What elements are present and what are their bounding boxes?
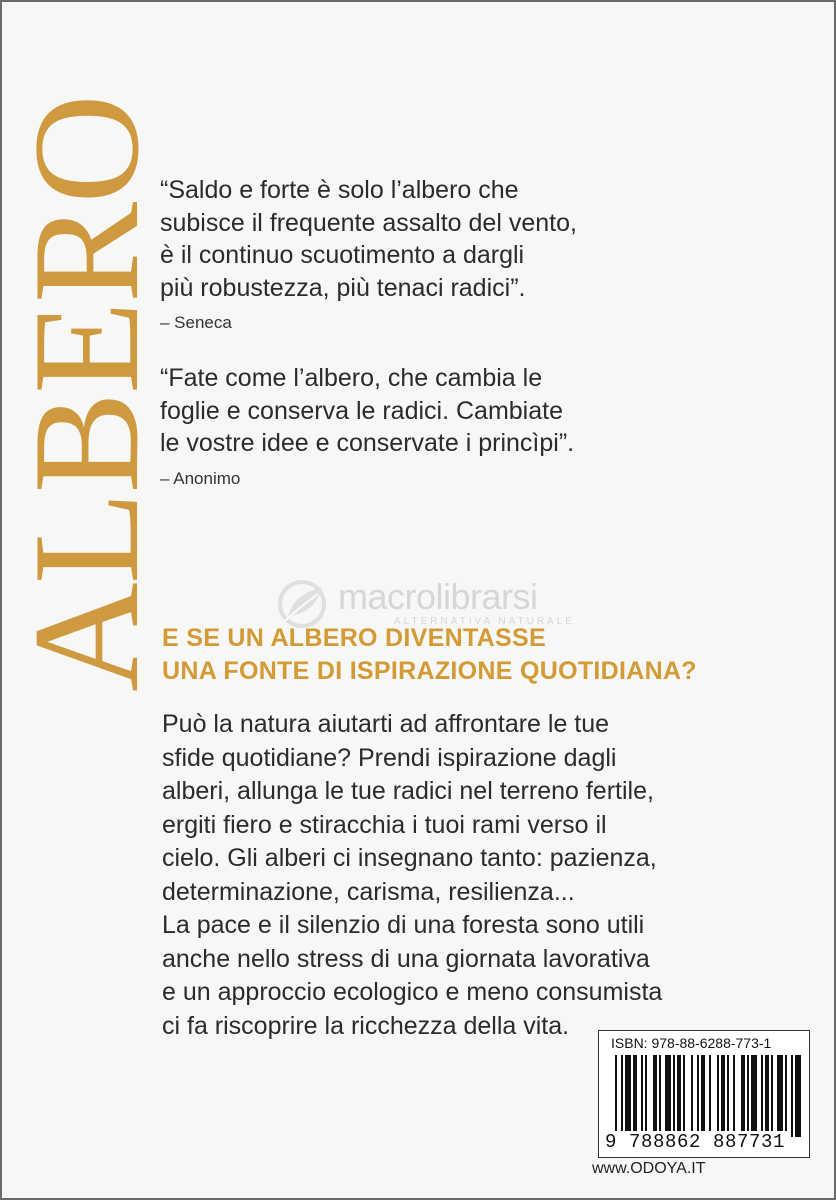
- barcode-bar: [795, 1055, 801, 1137]
- headline-line: E SE UN ALBERO DIVENTASSE: [162, 624, 546, 652]
- barcode-bar: [701, 1055, 705, 1137]
- barcode-bar: [683, 1055, 685, 1137]
- quote-anonimo: [160, 362, 574, 490]
- barcode-bar: [615, 1055, 617, 1137]
- barcode-bar: [771, 1055, 773, 1137]
- barcode-bar: [785, 1055, 787, 1137]
- barcode-bar: [697, 1055, 699, 1137]
- description-line: sfide quotidiane? Prendi ispirazione dagli: [162, 743, 617, 772]
- barcode-bar: [621, 1055, 623, 1137]
- barcode-bar: [721, 1055, 725, 1137]
- headline-line: UNA FONTE DI ISPIRAZIONE QUOTIDIANA?: [162, 657, 697, 685]
- barcode-bar: [665, 1055, 671, 1137]
- barcode-box: [598, 1030, 810, 1158]
- barcode-bar: [659, 1055, 661, 1137]
- barcode-bar: [717, 1055, 719, 1137]
- quote-author: – Anonimo: [160, 468, 241, 488]
- barcode-bar: [777, 1055, 783, 1137]
- description-line: determinazione, carisma, resilienza...: [162, 877, 575, 906]
- barcode-bar: [653, 1055, 657, 1137]
- description-line: La pace e il silenzio di una foresta sono utili: [162, 911, 645, 939]
- barcode-bar: [641, 1055, 643, 1137]
- barcode-bar: [633, 1055, 637, 1137]
- quote-line: più robustezza, più tenaci radici”.: [160, 273, 526, 302]
- headline: [162, 622, 697, 688]
- barcode-icon: [615, 1055, 803, 1137]
- barcode-bar: [751, 1055, 757, 1137]
- description-line: anche nello stress di una giornata lavorativa: [162, 944, 650, 973]
- barcode-bar: [747, 1055, 749, 1137]
- description: [162, 708, 662, 1043]
- barcode-digits: 9 788862 887731: [605, 1131, 786, 1153]
- description-line: cielo. Gli alberi ci insegnano tanto: pazienza,: [162, 844, 657, 872]
- quote-line: le vostre idee e conservate i princìpi”.: [160, 429, 575, 457]
- barcode-bar: [761, 1055, 763, 1137]
- barcode-bar: [691, 1055, 693, 1137]
- barcode-bar: [791, 1055, 793, 1137]
- barcode-bar: [727, 1055, 729, 1137]
- description-line: alberi, allunga le tue radici nel terreno fertile,: [162, 777, 654, 805]
- quote-author: – Seneca: [160, 313, 232, 332]
- description-line: e un approccio ecologico e meno consumista: [162, 978, 663, 1006]
- publisher-website: www.ODOYA.IT: [592, 1160, 706, 1177]
- quote-line: subisce il frequente assalto del vento,: [160, 208, 577, 237]
- quote-line: è il continuo scuotimento a dargli: [160, 241, 525, 269]
- description-line: Può la natura aiutarti ad affrontare le tue: [162, 710, 610, 738]
- watermark-subtext: ALTERNATIVA NATURALE: [394, 616, 575, 627]
- barcode-bar: [709, 1055, 711, 1137]
- description-line: ergiti fiero e stiracchia i tuoi rami verso il: [162, 810, 607, 839]
- quote-line: “Saldo e forte è solo l’albero che: [160, 176, 519, 204]
- isbn-label: ISBN: 978-88-6288-773-1: [611, 1035, 772, 1051]
- watermark-text: macrolibrarsi: [338, 576, 538, 617]
- barcode-bar: [625, 1055, 631, 1137]
- barcode-bar: [645, 1055, 647, 1137]
- vertical-title: ALBERO: [2, 96, 170, 692]
- quote-seneca: [160, 174, 577, 334]
- description-line: ci fa riscoprire la ricchezza della vita.: [162, 1011, 570, 1040]
- barcode-bar: [677, 1055, 681, 1137]
- barcode-bar: [741, 1055, 745, 1137]
- barcode-bar: [673, 1055, 675, 1137]
- barcode-bar: [733, 1055, 735, 1137]
- quote-line: “Fate come l’albero, che cambia le: [160, 364, 543, 392]
- quote-line: foglie e conserva le radici. Cambiate: [160, 396, 563, 425]
- barcode-bar: [765, 1055, 769, 1137]
